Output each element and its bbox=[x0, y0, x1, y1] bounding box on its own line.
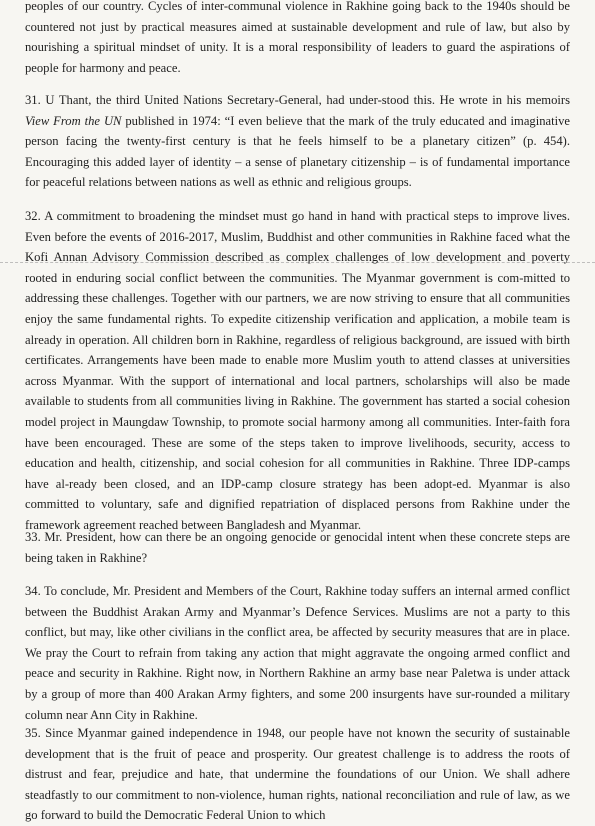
paragraph-number: 32. bbox=[25, 209, 41, 223]
paragraph-text: Since Myanmar gained independence in 1948, our people have not known the security of sustainable development that is the fruit of peace and prosperity. Our greatest challenge is to address the roots of distrust and fear, prejudice and hate, that undermine the foundations of our Union. We shall adhere steadfastly to our commitment to non-violence, human rights, national reconciliation and rule of law, as we go forward to build the Democratic Federal Union to which bbox=[25, 726, 571, 823]
paragraph-text: To conclude, Mr. President and Members of the Court, Rakhine today suffers an internal armed conflict between the Buddhist Arakan Army and Myanmar’s Defence Services. Muslims are not a party to this conflict, but may, like other civilians in the conflict area, be affected by security measures that are in place. We pray the Court to refrain from taking any action that might aggravate the ongoing armed conflict and peace and security in Rakhine. Right now, in Northern Rakhine an army base near Paletwa is under attack by a group of more than 400 Arakan Army fighters, and some 200 insurgents have sur-rounded a military column near Ann City in Rakhine. bbox=[25, 584, 570, 722]
book-title: View From the UN bbox=[25, 113, 122, 128]
paragraph-number: 33. bbox=[25, 530, 41, 544]
paragraph-number: 34. bbox=[25, 584, 41, 598]
paragraph-text: Mr. President, how can there be an ongoing genocide or genocidal intent when these concrete steps are being taken in Rakhine? bbox=[25, 530, 570, 565]
paragraph-35 bbox=[25, 723, 570, 826]
paragraph-number: 35. bbox=[25, 726, 41, 740]
paragraph-continuation bbox=[25, 0, 570, 78]
paragraph-text: published in 1974: “I even believe that the mark of the truly educated and imaginative person facing the twenty-first century is that he feels himself to be a planetary citizen” (p. 454). Encouraging this added layer of identity – a sense of planetary citizenship – is of fundamental importance for peaceful relations between nations as well as ethnic and religious groups. bbox=[25, 113, 571, 190]
paragraph-text: peoples of our country. Cycles of inter-communal violence in Rakhine going back to the 1940s should be countered not just by practical measures aimed at sustainable development and rule of law, but also by nourishing a spiritual mindset of unity. It is a moral responsibility of leaders to guard the aspirations of people for harmony and peace. bbox=[25, 0, 570, 75]
paragraph-text: A commitment to broadening the mindset must go hand in hand with practical steps to improve lives. Even before the events of 2016-2017, Muslim, Buddhist and other communities in Rakhine faced what the Kofi Annan Advisory Commission described as complex challenges of low development and poverty rooted in enduring social conflict between the communities. The Myanmar government is com-mitted to addressing these challenges. Together with our partners, we are now striving to ensure that all communities enjoy the same fundamental rights. To expedite citizenship verification and application, a mobile team is already in operation. All children born in Rakhine, regardless of religious background, are issued with birth certificates. Arrangements have been made to enable more Muslim youth to attend classes at universities across Myanmar. With the support of international and local partners, scholarships will also be made available to students from all communities living in Rakhine. The government has started a social cohesion model project in Maungdaw Township, to promote social harmony among all communities. Inter-faith fora have been encouraged. These are some of the steps taken to improve livelihoods, security, access to education and health, citizenship, and social cohesion for all communities in Rakhine. Three IDP-camps have al-ready been closed, and an IDP-camp closure strategy has been adopt-ed. Myanmar is also committed to voluntary, safe and dignified repatriation of displaced persons from Rakhine under the framework agreement reached between Bangladesh and Myanmar. bbox=[25, 209, 570, 532]
paragraph-text: U Thant, the third United Nations Secretary-General, had under-stood this. He wrote in his memoirs bbox=[45, 93, 570, 107]
paragraph-number: 31. bbox=[25, 93, 41, 107]
paragraph-34 bbox=[25, 581, 570, 725]
paragraph-32 bbox=[25, 206, 570, 536]
paragraph-31 bbox=[25, 90, 570, 193]
paragraph-33 bbox=[25, 527, 570, 568]
